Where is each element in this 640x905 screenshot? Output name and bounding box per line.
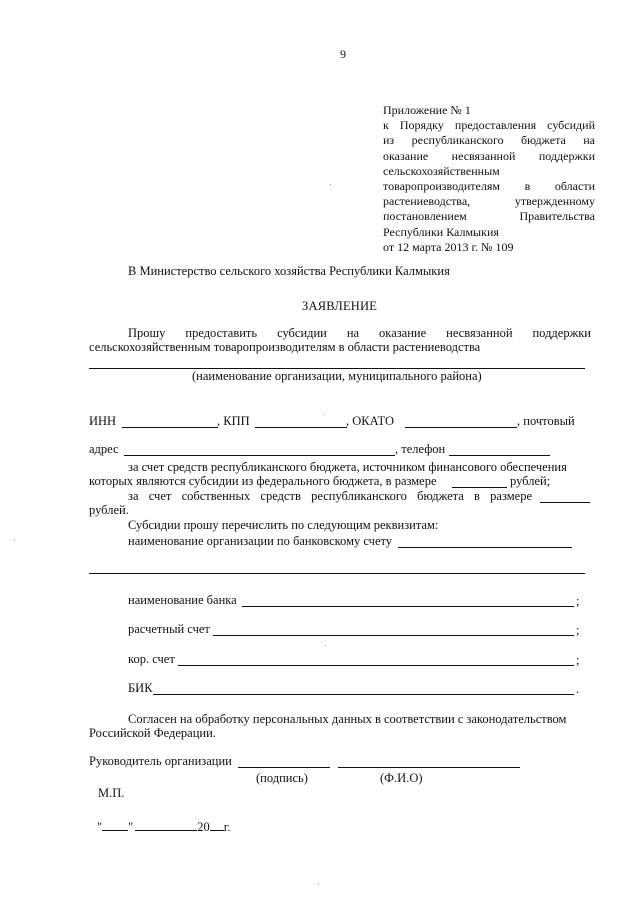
fio-field[interactable] — [338, 767, 520, 768]
budget2-amount-field[interactable] — [540, 502, 590, 503]
budget1-rub-label: рублей; — [510, 474, 551, 488]
request-line-2: сельскохозяйственным товаропроизводителям в области растениеводства — [89, 340, 481, 354]
okato-label: , ОКАТО — [346, 414, 395, 428]
appendix-line: от 12 марта 2013 г. № 109 — [383, 239, 514, 254]
consent-line-1: Согласен на обработку персональных данных в соответствии с законодательством — [128, 712, 567, 726]
inn-label: ИНН — [89, 414, 117, 428]
scan-speck — [14, 540, 15, 541]
scan-speck — [325, 645, 326, 646]
budget1-amount-field[interactable] — [452, 487, 507, 488]
fio-caption: (Ф.И.О) — [380, 771, 423, 785]
corr-account-field[interactable] — [178, 665, 574, 666]
head-label: Руководитель организации — [89, 754, 232, 768]
inn-field[interactable] — [122, 427, 218, 428]
stamp-label: М.П. — [98, 786, 125, 800]
bik-field[interactable] — [153, 694, 574, 695]
document-title: ЗАЯВЛЕНИЕ — [302, 299, 378, 313]
bank-name-field[interactable] — [242, 606, 574, 607]
appendix-line: оказание несвязанной поддержки — [383, 148, 595, 163]
bank-account-name-field-2[interactable] — [89, 573, 585, 574]
appendix-line: Республики Калмыкия — [383, 224, 499, 239]
scan-speck — [330, 184, 331, 185]
bik-label: БИК — [128, 681, 153, 695]
scan-speck — [323, 414, 324, 415]
scan-speck — [318, 884, 319, 885]
settlement-semicolon: ; — [576, 623, 580, 637]
appendix-line: товаропроизводителям в области — [383, 178, 595, 193]
phone-label: , телефон — [395, 442, 446, 456]
org-name-caption: (наименование организации, муниципального района) — [192, 369, 482, 383]
bik-period: . — [576, 682, 580, 696]
appendix-line: из республиканского бюджета на — [383, 133, 595, 148]
corr-account-label: кор. счет — [128, 652, 175, 666]
date-year-prefix: 20 — [197, 820, 210, 834]
postal-label: , почтовый — [517, 414, 575, 428]
date-quote-close: " — [128, 820, 134, 834]
signature-caption: (подпись) — [256, 771, 308, 785]
date-year-suffix: г. — [223, 820, 231, 834]
budget1-line-2: которых являются субсидии из федерального бюджета, в размере — [89, 474, 437, 488]
address-label: адрес — [89, 442, 119, 456]
budget2-line-1: за счет собственных средств республиканского бюджета в размере — [128, 489, 532, 503]
consent-line-2: Российской Федерации. — [89, 726, 216, 740]
request-line-1: Прошу предоставить субсидии на оказание несвязанной поддержки — [128, 326, 591, 340]
requisites-intro: Субсидии прошу перечислить по следующим реквизитам: — [128, 518, 439, 532]
kpp-field[interactable] — [255, 427, 347, 428]
appendix-line: растениеводства, утвержденному — [383, 194, 595, 209]
date-month-field[interactable] — [135, 818, 197, 831]
settlement-account-field[interactable] — [213, 635, 574, 636]
appendix-line: сельскохозяйственным — [383, 163, 500, 178]
signature-field[interactable] — [238, 767, 330, 768]
date-quote-open: " — [97, 820, 103, 834]
appendix-line: постановлением Правительства — [383, 209, 595, 224]
okato-field[interactable] — [405, 427, 517, 428]
bank-name-label: наименование банка — [128, 593, 237, 607]
phone-field[interactable] — [449, 455, 550, 456]
kpp-label: , КПП — [217, 414, 250, 428]
address-field[interactable] — [124, 455, 395, 456]
bank-account-name-label: наименование организации по банковскому счету — [128, 534, 393, 548]
budget2-rub-label: рублей. — [89, 503, 129, 517]
page-number: 9 — [340, 47, 346, 61]
addressee: В Министерство сельского хозяйства Республики Калмыкия — [128, 264, 450, 278]
appendix-line: Приложение № 1 — [383, 103, 471, 117]
bank-account-name-field[interactable] — [398, 547, 572, 548]
corr-semicolon: ; — [576, 653, 580, 667]
date-row — [97, 818, 231, 834]
bank-name-semicolon: ; — [576, 594, 580, 608]
appendix-block — [383, 104, 595, 256]
date-year-field[interactable] — [210, 818, 224, 831]
appendix-line: к Порядку предоставления субсидий — [383, 118, 595, 133]
date-day-field[interactable] — [102, 818, 128, 831]
budget1-line-1: за счет средств республиканского бюджета, источником финансового обеспечения — [128, 460, 567, 474]
settlement-account-label: расчетный счет — [128, 622, 210, 636]
